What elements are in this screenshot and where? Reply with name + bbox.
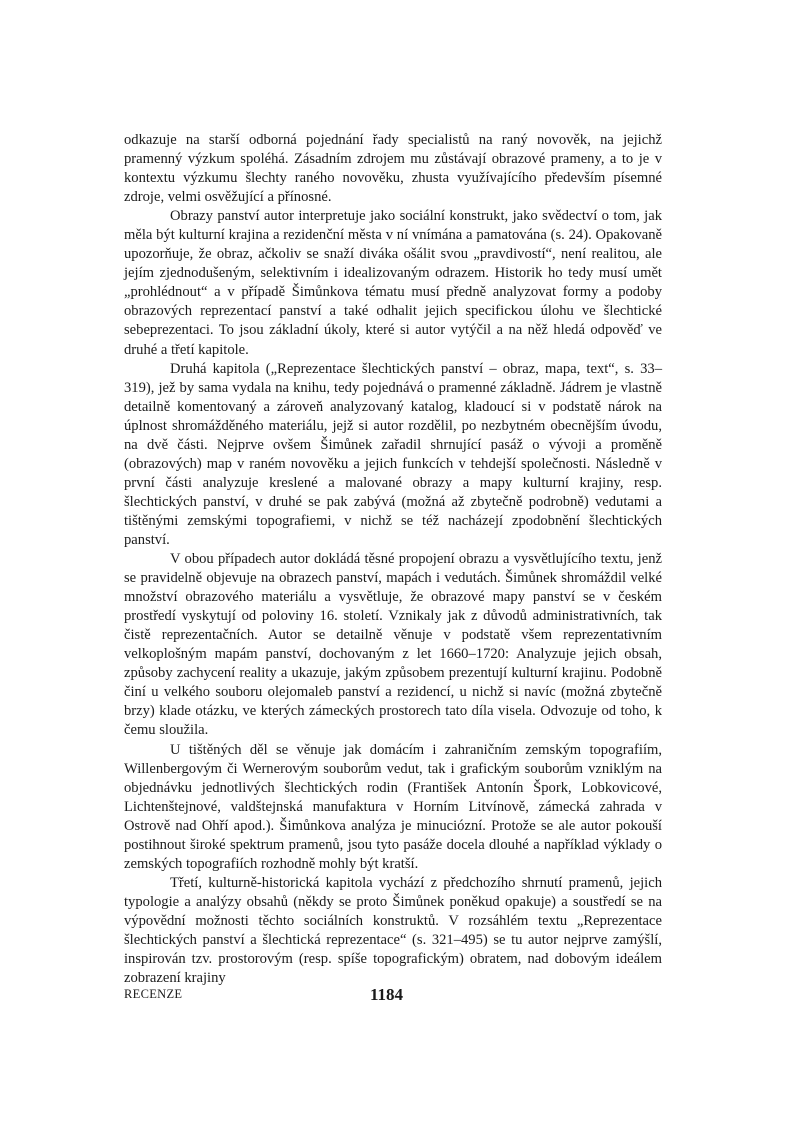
paragraph: Druhá kapitola („Reprezentace šlechtických panství – obraz, mapa, text“, s. 33–319), jež by sama vydala na knihu, tedy pojednává o pramenné základně. Jádrem je vlastně detailně komentovaný a zároveň analyzovaný katalog, kladoucí si v podstatě nárok na úplnost shromážděného materiálu, jejž si autor rozdělil, po nezbytném obecnějším úvodu, na dvě části. Nejprve ovšem Šimůnek zařadil shrnující pasáž o vývoji a proměně (obrazových) map v raném novověku a jejich funkcích v tehdejší společnosti. Následně v první části analyzuje kreslené a malované obrazy a mapy kulturní krajiny, resp. šlechtických panství, v druhé se pak zabývá (možná až zbytečně podrobně) vedutami a tištěnými zemskými topografiemi, v nichž se též nacházejí zpodobnění šlechtických panství. <box>124 360 662 548</box>
page-number: 1184 <box>370 985 404 1004</box>
paragraph: Třetí, kulturně-historická kapitola vychází z předchozího shrnutí pramenů, jejich typologie a analýzy obsahů (někdy se proto Šimůnek poněkud opakuje) a soustředí se na výpovědní možnosti těchto sociálních konstruktů. V rozsáhlém textu „Reprezentace šlechtických panství a šlechtická reprezentace“ (s. 321–495) se tu autor nejprve zamýšlí, inspirován tzv. prostorovým (resp. spíše topografickým) obratem, nad dobovým ideálem zobrazení krajiny <box>124 874 662 987</box>
paragraph: U tištěných děl se věnuje jak domácím i zahraničním zemským topografiím, Willenbergovým či Wernerovým souborům vedut, tak i grafickým souborům vzniklým na objednávku jednotlivých šlechtických rodin (František Antonín Špork, Lobkovicové, Lichtenštejnové, valdštejnská manufaktura v Horním Litvínově, zámecká zahrada v Ostrově nad Ohří apod.). Šimůnkova analýza je minuciózní. Protože se ale autor pokouší postihnout široké spektrum pramenů, jsou tyto pasáže docela dlouhé a například výklady o zemských topografiích rozhodně mohly být kratší. <box>124 741 662 872</box>
body-text <box>124 131 662 988</box>
paragraph: V obou případech autor dokládá těsné propojení obrazu a vysvětlujícího textu, jenž se pravidelně objevuje na obrazech panství, mapách i vedutách. Šimůnek shromáždil velké množství obrazového materiálu a vysvětluje, že obrazové mapy panství se v českém prostředí vyskytují od poloviny 16. století. Vznikaly jak z důvodů administrativních, tak čistě reprezentačních. Autor se detailně věnuje v podstatě všem reprezentativním velkoplošným mapám panství, dochovaným z let 1660–1720: Analyzuje jejich obsah, způsoby zachycení reality a ukazuje, jakým způsobem prezentují kulturní krajinu. Podobně činí u velkého souboru olejomaleb panství a rezidencí, u nichž si navíc (možná zbytečně brzy) klade otázku, ve kterých zámeckých prostorech tato díla visela. Odvozuje od toho, k čemu sloužila. <box>124 551 662 739</box>
paragraph: Obrazy panství autor interpretuje jako sociální konstrukt, jako svědectví o tom, jak měla být kulturní krajina a rezidenční města v ní vnímána a pamatována (s. 24). Opakovaně upozorňuje, že obraz, ačkoliv se snaží diváka ošálit svou „pravdivostí“, není realitou, ale jejím zjednodušeným, selektivním i idealizovaným odrazem. Historik ho tedy musí umět „prohlédnout“ a v případě Šimůnkova tématu musí předně analyzovat formy a podoby obrazových reprezentací panství a také odhalit jejich specifickou úlohu ve šlechtické sebeprezentaci. To jsou základní úkoly, které si autor vytýčil a na něž hledá odpověď ve druhé a třetí kapitole. <box>124 208 662 358</box>
section-label: RECENZE <box>124 987 183 1001</box>
paragraph-continued: odkazuje na starší odborná pojednání řady specialistů na raný novověk, na jejichž pramenný výzkum spoléhá. Zásadním zdrojem mu zůstávají obrazové prameny, a to je v kontextu výzkumu šlechty raného novověku, zhusta využívajícího především písemné zdroje, velmi osvěžující a přínosné. <box>124 132 662 206</box>
page-footer <box>124 985 662 1007</box>
